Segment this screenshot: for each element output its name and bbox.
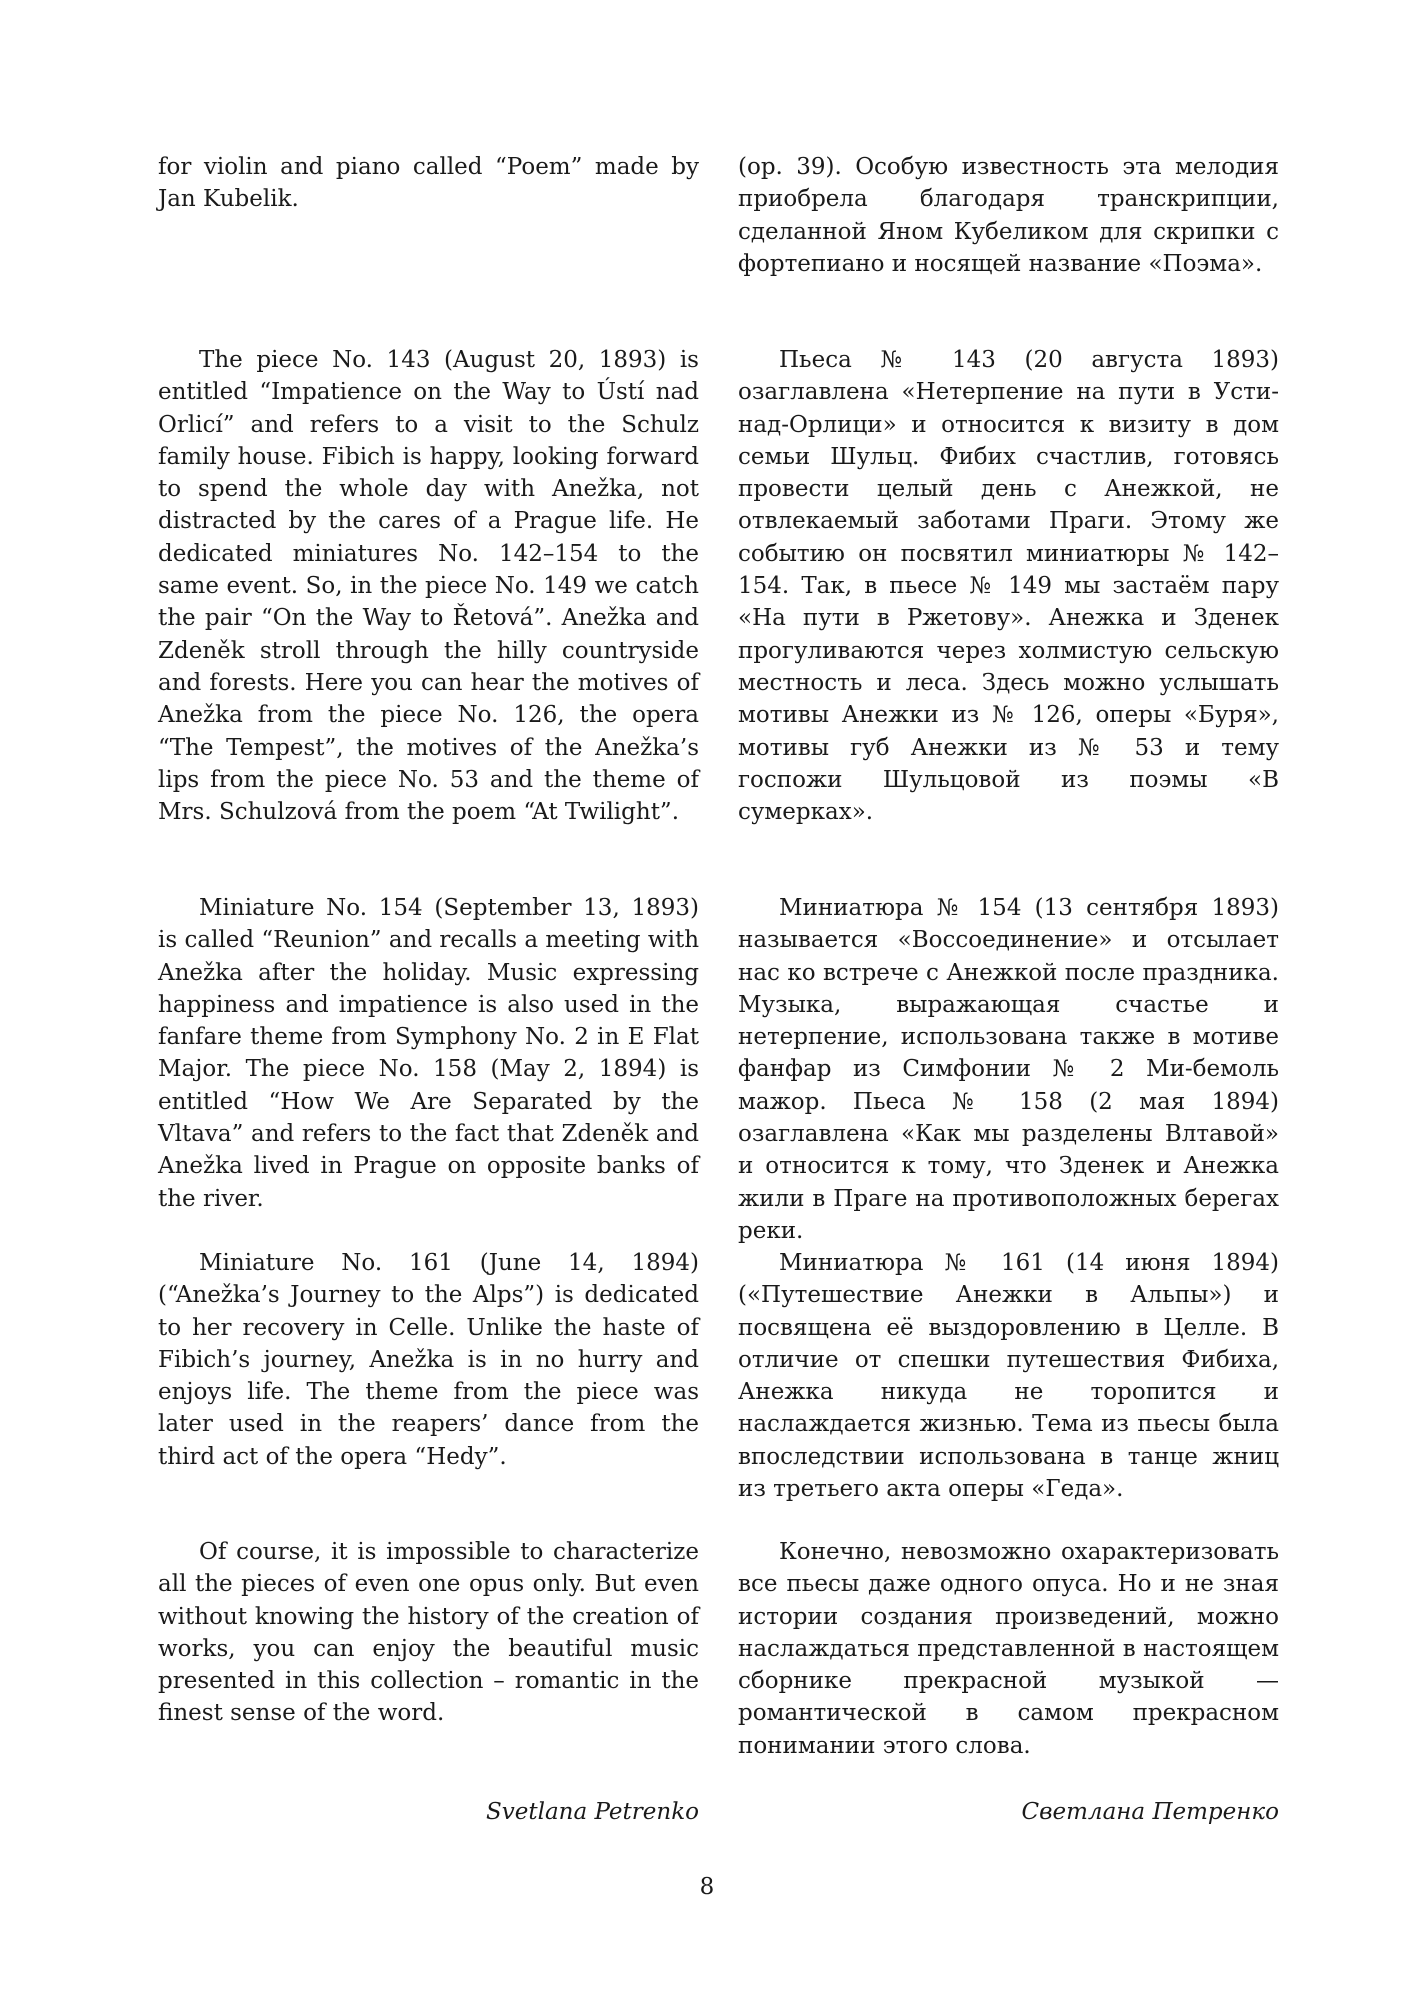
en-paragraph-continuation: for violin and piano called “Poem” made by Jan Kubelik. [158,154,699,213]
ru-paragraph-miniature-154: Миниатюра № 154 (13 сентября 1893) называется «Воссоединение» и отсылает нас ко встрече с Анежкой после праздника. Музыка, выражающая счастье и нетерпение, использована также в мотиве фанфар из Симфонии № 2 Ми-бемоль мажор. Пьеса № 158 (2 мая 1894) озаглавлена «Как мы разделены Влтавой» и относится к тому, что Зденек и Анежка жили в Праге на противоположных берегах реки. [738,895,1279,1244]
ru-signature: Светлана Петренко [1021,1799,1279,1825]
ru-paragraph-continuation: (op. 39). Особую известность эта мелодия приобрела благодаря транскрипции, сделанной Яном Кубеликом для скрипки с фортепиано и носящей название «Поэма». [738,154,1279,277]
page-number: 8 [699,1874,715,1900]
ru-paragraph-piece-143: Пьеса № 143 (20 августа 1893) озаглавлена «Нетерпение на пути в Усти-над-Орлици» и относится к визиту в дом семьи Шульц. Фибих счастлив, готовясь провести целый день с Анежкой, не отвлекаемый заботами Праги. Этому же событию он посвятил миниатюры № 142–154. Так, в пьесе № 149 мы застаём пару «На пути в Ржетову». Анежка и Зденек прогуливаются через холмистую сельскую местность и леса. Здесь можно услышать мотивы Анежки из № 126, оперы «Буря», мотивы губ Анежки из № 53 и тему госпожи Шульцовой из поэмы «В сумерках». [738,347,1279,826]
ru-paragraph-miniature-161: Миниатюра № 161 (14 июня 1894) («Путешествие Анежки в Альпы») и посвящена её выздоровлению в Целле. В отличие от спешки путешествия Фибиха, Анежка никуда не торопится и наслаждается жизнью. Тема из пьесы была впоследствии использована в танце жниц из третьего акта оперы «Геда». [738,1250,1279,1503]
en-paragraph-piece-143: The piece No. 143 (August 20, 1893) is entitled “Impatience on the Way to Ústí nad Orlicí” and refers to a visit to the Schulz family house. Fibich is happy, looking forward to spend the whole day with Anežka, not distracted by the cares of a Prague life. He dedicated miniatures No. 142–154 to the same event. So, in the piece No. 149 we catch the pair “On the Way to Řetová”. Anežka and Zdeněk stroll through the hilly countryside and forests. Here you can hear the motives of Anežka from the piece No. 126, the opera “The Tempest”, the motives of the Anežka’s lips from the piece No. 53 and the theme of Mrs. Schulzová from the poem “At Twilight”. [158,347,699,826]
en-paragraph-miniature-161: Miniature No. 161 (June 14, 1894) (“Anežka’s Journey to the Alps”) is dedicated to her recovery in Celle. Unlike the haste of Fibich’s journey, Anežka is in no hurry and enjoys life. The theme from the piece was later used in the reapers’ dance from the third act of the opera “Hedy”. [158,1250,699,1470]
en-paragraph-miniature-154: Miniature No. 154 (September 13, 1893) is called “Reunion” and recalls a meeting with Anežka after the holiday. Music expressing happiness and impatience is also used in the fanfare theme from Symphony No. 2 in E Flat Major. The piece No. 158 (May 2, 1894) is entitled “How We Are Separated by the Vltava” and refers to the fact that Zdeněk and Anežka lived in Prague on opposite banks of the river. [158,895,700,1212]
en-signature: Svetlana Petrenko [485,1799,699,1825]
en-paragraph-conclusion: Of course, it is impossible to characterize all the pieces of even one opus only. But even without knowing the history of the creation of works, you can enjoy the beautiful music presented in this collection – romantic in the finest sense of the word. [158,1539,699,1727]
ru-paragraph-conclusion: Конечно, невозможно охарактеризовать все пьесы даже одного опуса. Но и не зная истории создания произведений, можно наслаждаться представленной в настоящем сборнике прекрасной музыкой — романтической в самом прекрасном понимании этого слова. [738,1539,1279,1759]
